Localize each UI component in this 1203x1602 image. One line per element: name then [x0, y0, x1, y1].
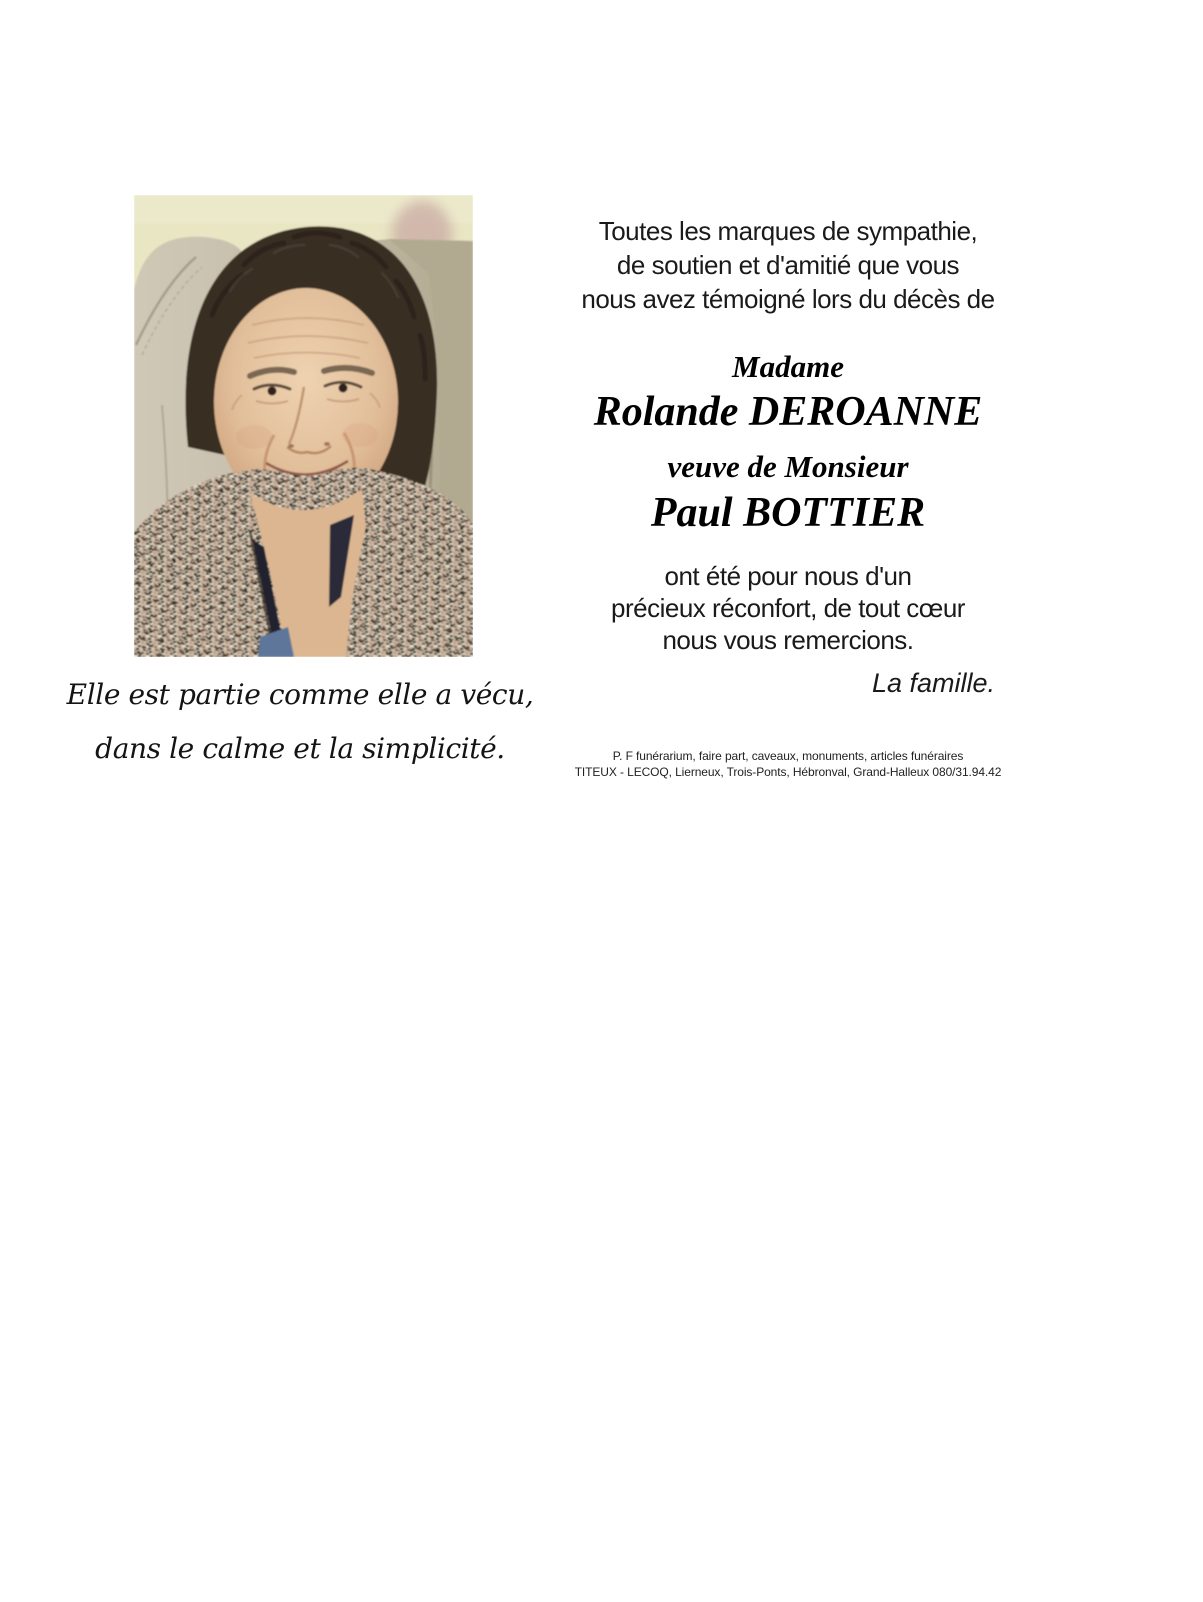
spouse-name: Paul BOTTIER	[650, 490, 926, 536]
epitaph-line-2: dans le calme et la simplicité.	[95, 732, 505, 765]
deceased-name: Rolande DEROANNE	[593, 389, 983, 435]
deceased-title: Madame	[732, 349, 844, 384]
portrait-photo	[134, 195, 473, 657]
message-intro	[568, 214, 1008, 316]
deceased-relation: veuve de Monsieur	[667, 449, 909, 484]
epitaph-caption	[60, 678, 540, 765]
thanks-line-2: précieux réconfort, de tout cœur	[611, 593, 965, 623]
message-thanks	[568, 560, 1008, 656]
epitaph-line-1: Elle est partie comme elle a vécu,	[66, 678, 534, 711]
portrait-photo-illustration	[134, 195, 473, 657]
intro-line-3: nous avez témoigné lors du décès de	[581, 284, 995, 314]
intro-line-2: de soutien et d'amitié que vous	[616, 250, 960, 280]
footer-services-line: P. F funérarium, faire part, caveaux, monuments, articles funéraires	[612, 749, 964, 763]
signature: La famille.	[871, 668, 995, 698]
thanks-line-1: ont été pour nous d'un	[664, 561, 912, 591]
footer-contact-line: TITEUX - LECOQ, Lierneux, Trois-Ponts, Hébronval, Grand-Halleux 080/31.94.42	[574, 765, 1002, 779]
intro-line-1: Toutes les marques de sympathie,	[598, 216, 978, 246]
thanks-line-3: nous vous remercions.	[662, 625, 914, 655]
funeral-home-footer	[548, 748, 1028, 780]
